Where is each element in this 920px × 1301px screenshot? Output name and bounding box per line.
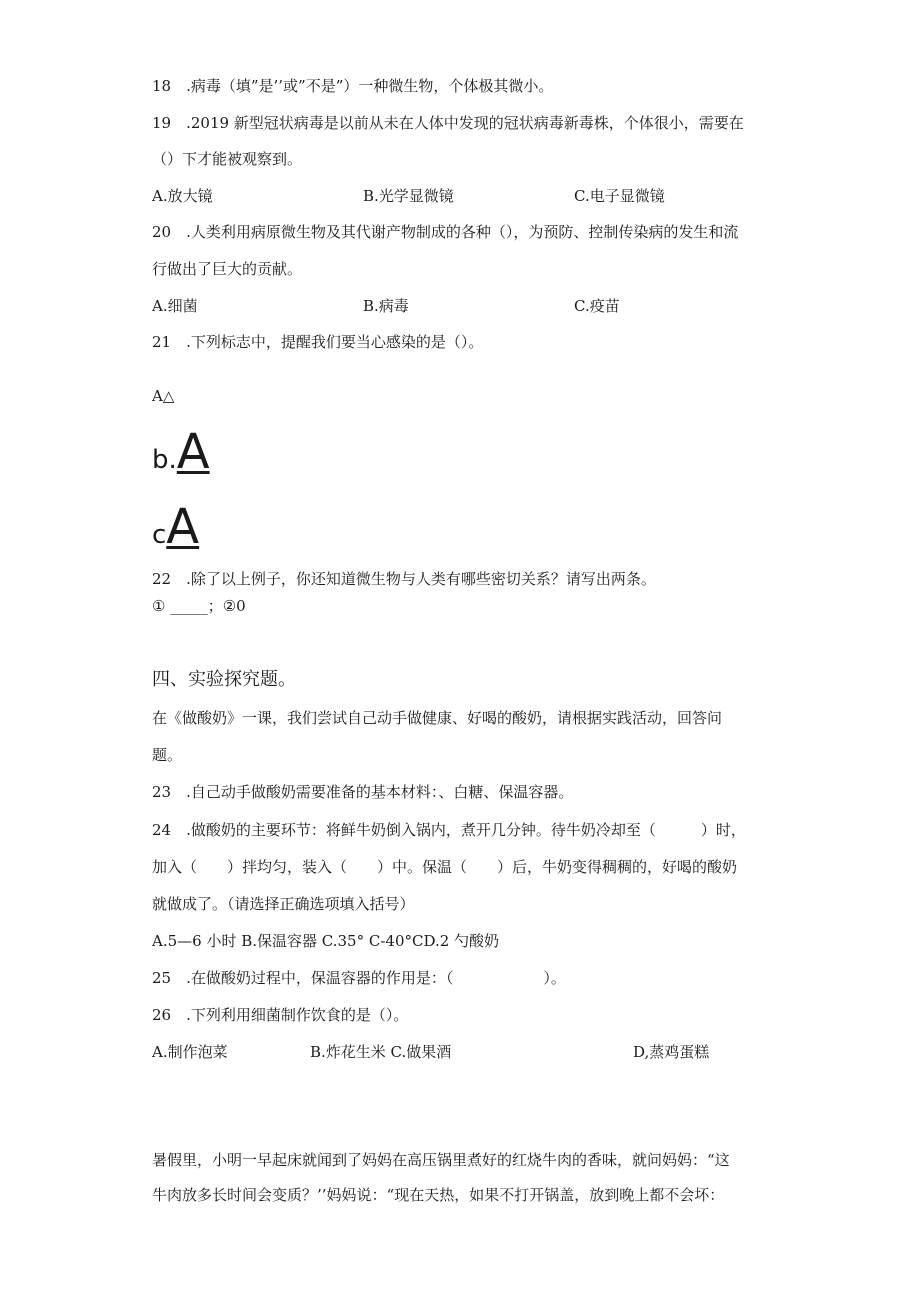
option-b-sign: A (176, 424, 210, 480)
question-21-option-a: A△ (152, 387, 175, 405)
question-24-line-2: 加入（ ）拌均匀，装入（ ）中。保温（ ）后，牛奶变得稠稠的，好喝的酸奶 (152, 858, 738, 876)
option-c-sign: A (166, 499, 200, 555)
question-20-option-c: C.疫苗 (574, 297, 620, 315)
section-4-intro-line-2: 题。 (152, 746, 183, 764)
question-21-option-b (152, 424, 210, 480)
question-26-option-a: A.制作泡菜 (152, 1043, 228, 1061)
question-22-answer: ① _____；②0 (152, 597, 246, 615)
question-19-option-b: B.光学显微镜 (363, 187, 454, 205)
question-20-option-a: A.细菌 (152, 297, 198, 315)
question-22: 22 .除了以上例子，你还知道微生物与人类有哪些密切关系？请写出两条。 (152, 570, 656, 588)
section-4-intro-line-1: 在《做酸奶》一课，我们尝试自己动手做健康、好喝的酸奶，请根据实践活动，回答问 (152, 709, 723, 727)
question-19-option-c: C.电子显微镜 (574, 187, 665, 205)
question-26-option-d: D,蒸鸡蛋糕 (633, 1043, 710, 1061)
question-24-line-1: 24 .做酸奶的主要环节：将鲜牛奶倒入锅内，煮开几分钟。待牛奶冷却至（ ）时， (152, 821, 746, 839)
section-4-title: 四、实验探究题。 (152, 669, 296, 690)
question-19-line-2: （）下才能被观察到。 (152, 150, 303, 168)
question-20-option-b: B.病毒 (363, 297, 409, 315)
question-19-option-a: A.放大镜 (152, 187, 213, 205)
question-20-line-2: 行做出了巨大的贡献。 (152, 260, 303, 278)
question-19-line-1: 19 .2019 新型冠状病毒是以前从未在人体中发现的冠状病毒新毒株，个体很小，需要在 (152, 114, 744, 132)
passage-line-1: 暑假里，小明一早起床就闻到了妈妈在高压锅里煮好的红烧牛肉的香味，就问妈妈：“这 (152, 1151, 730, 1169)
question-24-line-3: 就做成了。（请选择正确选项填入括号） (152, 895, 415, 913)
question-23: 23 .自己动手做酸奶需要准备的基本材料：、白糖、保温容器。 (152, 783, 574, 801)
option-c-letter: c (152, 520, 167, 550)
question-21-option-c (152, 499, 199, 555)
question-26: 26 .下列利用细菌制作饮食的是（）。 (152, 1006, 409, 1024)
question-20-line-1: 20 .人类利用病原微生物及其代谢产物制成的各种（），为预防、控制传染病的发生和流 (152, 223, 739, 241)
question-26-option-bc: B.炸花生米 C.做果酒 (310, 1043, 452, 1061)
question-25: 25 .在做酸奶过程中，保温容器的作用是：（ ）。 (152, 969, 566, 987)
question-21: 21 .下列标志中，提醒我们要当心感染的是（）。 (152, 333, 484, 351)
question-18: 18 .病毒（填”是’’或”不是”）一种微生物，个体极其微小。 (152, 77, 554, 95)
passage-line-2: 牛肉放多长时间会变质？’’妈妈说：“现在天热，如果不打开锅盖，放到晚上都不会坏： (152, 1186, 725, 1204)
question-24-options: A.5—6 小时 B.保温容器 C.35° C-40°CD.2 勺酸奶 (152, 932, 500, 950)
option-b-letter: b. (152, 445, 177, 475)
